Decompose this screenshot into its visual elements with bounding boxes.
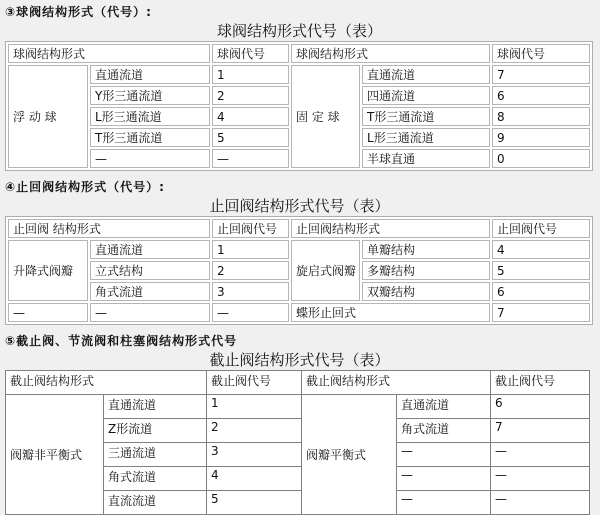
table-cell: 0 bbox=[492, 149, 590, 168]
section-heading-globe-valve: ⑤截止阀、节流阀和柱塞阀结构形式代号 bbox=[5, 334, 238, 348]
table-cell: 2 bbox=[212, 261, 289, 280]
table-cell: 6 bbox=[491, 395, 590, 419]
table-cell: 直通流道 bbox=[90, 240, 210, 259]
table-row bbox=[8, 65, 590, 84]
column-header: 截止阀结构形式 bbox=[302, 371, 491, 395]
table-cell: 7 bbox=[491, 419, 590, 443]
table-cell: — bbox=[212, 303, 289, 322]
table-cell: 2 bbox=[212, 86, 289, 105]
table-cell: 直通流道 bbox=[90, 65, 210, 84]
table-cell: 5 bbox=[492, 261, 590, 280]
column-header: 截止阀代号 bbox=[207, 371, 302, 395]
table-cell: 角式流道 bbox=[397, 419, 491, 443]
table-cell: 6 bbox=[492, 282, 590, 301]
column-header: 截止阀结构形式 bbox=[6, 371, 207, 395]
table-cell: — bbox=[491, 467, 590, 491]
table-row bbox=[8, 240, 590, 259]
table-cell: — bbox=[212, 149, 289, 168]
column-header: 球阀代号 bbox=[212, 44, 289, 63]
table-cell: — bbox=[397, 443, 491, 467]
table-cell: Y形三通流道 bbox=[90, 86, 210, 105]
globe-valve-table-title: 截止阀结构形式代号（表） bbox=[209, 351, 390, 369]
table-cell: 6 bbox=[492, 86, 590, 105]
table-cell: 直通流道 bbox=[104, 395, 207, 419]
table-cell: 1 bbox=[212, 240, 289, 259]
table-cell: 双瓣结构 bbox=[362, 282, 490, 301]
column-header: 球阀代号 bbox=[492, 44, 590, 63]
group-cell-fixed-ball: 固 定 球 bbox=[291, 65, 360, 168]
table-cell: Z形流道 bbox=[104, 419, 207, 443]
ball-valve-table bbox=[5, 41, 593, 171]
table-cell: 3 bbox=[207, 443, 302, 467]
column-header: 球阀结构形式 bbox=[291, 44, 490, 63]
globe-valve-table bbox=[5, 370, 590, 515]
table-row bbox=[6, 395, 590, 419]
table-cell: 9 bbox=[492, 128, 590, 147]
table-cell: — bbox=[397, 491, 491, 515]
table-cell: — bbox=[90, 303, 210, 322]
table-cell: — bbox=[491, 491, 590, 515]
table-header-row bbox=[8, 219, 590, 238]
table-header-row bbox=[8, 44, 590, 63]
table-cell: 三通流道 bbox=[104, 443, 207, 467]
check-valve-table bbox=[5, 216, 593, 325]
group-cell-lift-disc: 升降式阀瓣 bbox=[8, 240, 88, 301]
column-header: 球阀结构形式 bbox=[8, 44, 210, 63]
column-header: 止回阀结构形式 bbox=[291, 219, 490, 238]
table-cell-butterfly-check: 蝶形止回式 bbox=[291, 303, 490, 322]
table-cell: — bbox=[90, 149, 210, 168]
table-cell: 4 bbox=[207, 467, 302, 491]
group-cell-floating-ball: 浮 动 球 bbox=[8, 65, 88, 168]
table-cell: 角式流道 bbox=[90, 282, 210, 301]
table-cell: 2 bbox=[207, 419, 302, 443]
column-header: 止回阀代号 bbox=[492, 219, 590, 238]
table-cell: L形三通流道 bbox=[90, 107, 210, 126]
section-heading-ball-valve: ③球阀结构形式（代号）: bbox=[5, 5, 152, 19]
table-cell: 角式流道 bbox=[104, 467, 207, 491]
group-cell-swing-disc: 旋启式阀瓣 bbox=[291, 240, 360, 301]
ball-valve-table-title: 球阀结构形式代号（表） bbox=[216, 22, 382, 40]
table-cell: 立式结构 bbox=[90, 261, 210, 280]
table-cell: 5 bbox=[212, 128, 289, 147]
table-cell: 8 bbox=[492, 107, 590, 126]
section-heading-check-valve: ④止回阀结构形式（代号）: bbox=[5, 180, 165, 194]
table-cell: — bbox=[8, 303, 88, 322]
table-cell: 3 bbox=[212, 282, 289, 301]
table-cell: T形三通流道 bbox=[90, 128, 210, 147]
table-cell: 5 bbox=[207, 491, 302, 515]
table-cell: 多瓣结构 bbox=[362, 261, 490, 280]
column-header: 止回阀代号 bbox=[212, 219, 289, 238]
table-row bbox=[8, 303, 590, 322]
table-cell: 7 bbox=[492, 303, 590, 322]
table-cell: — bbox=[397, 467, 491, 491]
table-cell: L形三通流道 bbox=[362, 128, 490, 147]
table-cell: T形三通流道 bbox=[362, 107, 490, 126]
table-cell: 直流流道 bbox=[104, 491, 207, 515]
table-cell: 1 bbox=[212, 65, 289, 84]
table-cell: — bbox=[491, 443, 590, 467]
table-cell: 7 bbox=[492, 65, 590, 84]
table-cell: 四通流道 bbox=[362, 86, 490, 105]
table-cell: 4 bbox=[492, 240, 590, 259]
group-cell-balanced-disc: 阀瓣平衡式 bbox=[302, 395, 397, 515]
table-cell: 直通流道 bbox=[397, 395, 491, 419]
table-header-row bbox=[6, 371, 590, 395]
group-cell-unbalanced-disc: 阀瓣非平衡式 bbox=[6, 395, 104, 515]
column-header: 止回阀 结构形式 bbox=[8, 219, 210, 238]
table-cell: 半球直通 bbox=[362, 149, 490, 168]
table-cell: 直通流道 bbox=[362, 65, 490, 84]
table-cell: 4 bbox=[212, 107, 289, 126]
column-header: 截止阀代号 bbox=[491, 371, 590, 395]
table-cell: 单瓣结构 bbox=[362, 240, 490, 259]
table-cell: 1 bbox=[207, 395, 302, 419]
check-valve-table-title: 止回阀结构形式代号（表） bbox=[209, 197, 390, 215]
